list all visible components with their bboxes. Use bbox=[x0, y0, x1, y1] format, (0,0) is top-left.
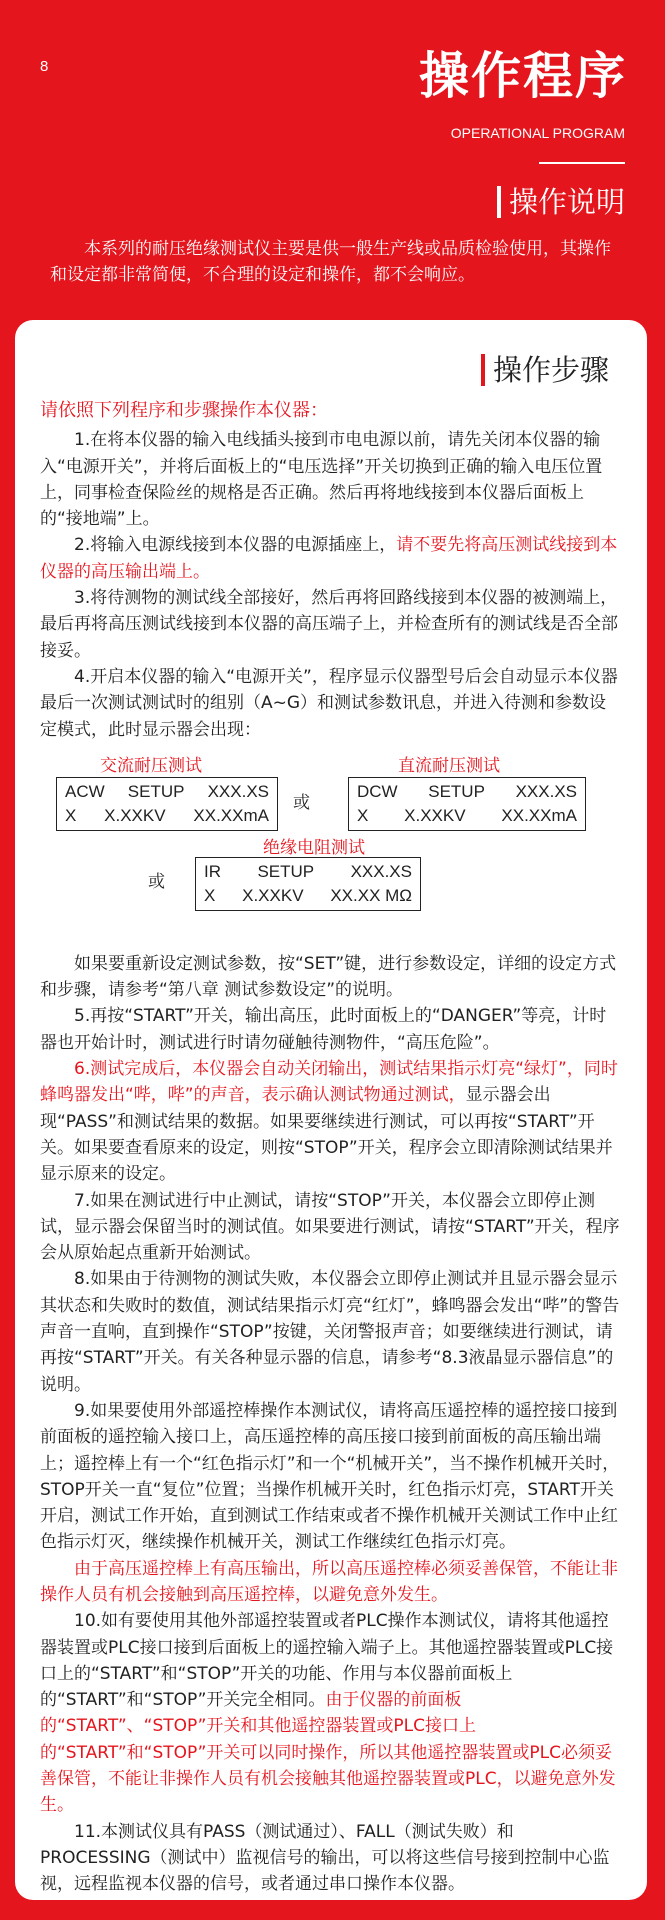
step-6-warning: 6.测试完成后，本仪器会自动关闭输出，测试结果指示灯亮“绿灯”，同时蜂鸣器发出“哔，哔”的声音，表示确认测试物通过测试， bbox=[40, 1059, 618, 1106]
title-divider bbox=[539, 162, 625, 164]
or-label-2: 或 bbox=[148, 871, 165, 892]
step-10-warning: 由于仪器的前面板的“START”、“STOP”开关和其他遥控器装置或PLC接口上的“START”和“STOP”开关可以同时操作，所以其他遥控器装置或PLC必须妥善保管，不能让非操作人员有机会接触其他遥控器装置或PLC，以避免意外发生。 bbox=[40, 1690, 616, 1816]
step-4-set: 如果要重新设定测试参数，按“SET”键，进行参数设定，详细的设定方式和步骤，请参考“第八章 测试参数设定”的说明。 bbox=[40, 953, 617, 1001]
acw-step: X bbox=[65, 805, 77, 825]
or-label: 或 bbox=[293, 792, 310, 813]
ir-step: X bbox=[204, 885, 216, 905]
step-9: 9.如果要使用外部遥控棒操作本测试仪，请将高压遥控棒的遥控接口接到前面板的遥控输入接口上，高压遥控棒的高压接口接到前面板的高压输出端上；遥控棒上有一个“红色指示灯”和一个“机械开关”，当不操作机械开关时，STOP开关一直“复位”位置；当操作机械开关时，红色指示灯亮，START开关开启，测试工作开始，直到测试工作结束或者不操作机械开关测试工作中止红色指示灯灭，继续操作机械开关，测试工作继续红色指示灯亮。 bbox=[40, 1400, 620, 1553]
header-band bbox=[0, 0, 665, 320]
steps-card bbox=[15, 320, 647, 1900]
dcw-mode: DCW bbox=[357, 781, 398, 801]
section-heading-instructions bbox=[497, 182, 625, 222]
acw-display bbox=[56, 777, 278, 831]
step-2-warning: 请不要先将高压测试线接到本仪器的高压输出端上。 bbox=[40, 535, 618, 582]
dcw-display bbox=[348, 777, 586, 831]
step-10 bbox=[40, 1608, 621, 1818]
acw-setup: SETUP bbox=[127, 781, 185, 801]
steps-body bbox=[40, 398, 621, 1898]
step-6 bbox=[40, 1056, 621, 1187]
heading-bar bbox=[481, 354, 485, 386]
step-3: 3.将待测物的测试线全部接好，然后再将回路线接到本仪器的被测端上，最后再将高压测试线接到本仪器的高压端子上，并检查所有的测试线是否全部接妥。 bbox=[40, 588, 618, 661]
dcw-step: X bbox=[357, 805, 369, 825]
ir-resistance: XX.XX MΩ bbox=[330, 885, 412, 905]
page-subtitle: OPERATIONAL PROGRAM bbox=[450, 125, 625, 141]
page-title: 操作程序 bbox=[419, 47, 627, 105]
dcw-time: XXX.XS bbox=[515, 781, 577, 801]
ir-voltage: X.XXKV bbox=[242, 885, 304, 905]
acw-label: 交流耐压测试 bbox=[100, 755, 202, 776]
dcw-label: 直流耐压测试 bbox=[398, 755, 500, 776]
acw-time: XXX.XS bbox=[207, 781, 269, 801]
step-10-a: 10.如有要使用其他外部遥控装置或者PLC操作本测试仪，请将其他遥控器装置或PLC接口接到后面板上的遥控输入端子上。其他遥控器装置或PLC接口上的“START”和“STOP”开关的功能、作用与本仪器前面板上的“START”和“STOP”开关完全相同。 bbox=[40, 1611, 614, 1711]
section-heading-steps bbox=[481, 350, 609, 390]
heading-bar bbox=[497, 186, 501, 218]
step-6-b: 显示器会出现“PASS”和测试结果的数据。如果要继续进行测试，可以再按“START”开关。如果要查看原来的设定，则按“STOP”开关，程序会立即清除测试结果并显示原来的设定。 bbox=[40, 1085, 613, 1185]
step-9-warning: 由于高压遥控棒上有高压输出，所以高压遥控棒必须妥善保管，不能让非操作人员有机会接触到高压遥控棒，以避免意外发生。 bbox=[40, 1558, 618, 1605]
dcw-voltage: X.XXKV bbox=[404, 805, 466, 825]
ir-display bbox=[195, 857, 421, 911]
ir-time: XXX.XS bbox=[350, 861, 412, 881]
step-4: 4.开启本仪器的输入“电源开关”，程序显示仪器型号后会自动显示本仪器最后一次测试测试时的组别（A~G）和测试参数讯息，并进入待测和参数设定模式，此时显示器会出现： bbox=[40, 666, 618, 740]
step-2-a: 2.将输入电源线接到本仪器的电源插座上， bbox=[74, 535, 397, 556]
intro-paragraph: 本系列的耐压绝缘测试仪主要是供一般生产线或品质检验使用，其操作和设定都非常简便，不合理的设定和操作，都不会响应。 bbox=[50, 239, 611, 285]
step-7: 7.如果在测试进行中止测试，请按“STOP”开关，本仪器会立即停止测试，显示器会保留当时的测试值。如果要进行测试，请按“START”开关，程序会从原始起点重新开始测试。 bbox=[40, 1190, 620, 1264]
acw-mode: ACW bbox=[65, 781, 105, 801]
dcw-setup: SETUP bbox=[428, 781, 485, 801]
section-title: 操作说明 bbox=[508, 185, 625, 219]
display-examples bbox=[40, 753, 621, 943]
acw-current: XX.XXmA bbox=[193, 805, 269, 825]
ir-mode: IR bbox=[204, 861, 221, 881]
step-11: 11.本测试仪具有PASS（测试通过）、FALL（测试失败）和PROCESSING（测试中）监视信号的输出，可以将这些信号接到控制中心监视，远程监视本仪器的信号，或者通过串口操作本仪器。 bbox=[40, 1821, 610, 1895]
step-5: 5.再按“START”开关，输出高压，此时面板上的“DANGER”等亮，计时器也开始计时，测试进行时请勿碰触待测物件，“高压危险”。 bbox=[40, 1006, 607, 1053]
dcw-current: XX.XXmA bbox=[501, 805, 577, 825]
step-2 bbox=[40, 532, 621, 585]
section-title: 操作步骤 bbox=[492, 353, 609, 387]
page-number: 8 bbox=[40, 58, 49, 75]
lead-text: 请依照下列程序和步骤操作本仪器： bbox=[40, 400, 328, 421]
ir-setup: SETUP bbox=[257, 861, 315, 881]
step-8: 8.如果由于待测物的测试失败，本仪器会立即停止测试并且显示器会显示其状态和失败时的数值，测试结果指示灯亮“红灯”，蜂鸣器会发出“哔”的警告声音一直响，直到操作“STOP”按键，关闭警报声音；如要继续进行测试，请再按“START”开关。有关各种显示器的信息，请参考“8.3液晶显示器信息”的说明。 bbox=[40, 1269, 620, 1395]
step-1: 1.在将本仪器的输入电线插头接到市电电源以前，请先关闭本仪器的输入“电源开关”，并将后面板上的“电压选择”开关切换到正确的输入电压位置上，同事检查保险丝的规格是否正确。然后再将地线接到本仪器后面板上的“接地端”上。 bbox=[40, 430, 603, 530]
ir-label: 绝缘电阻测试 bbox=[263, 837, 365, 858]
acw-voltage: X.XXKV bbox=[104, 805, 166, 825]
